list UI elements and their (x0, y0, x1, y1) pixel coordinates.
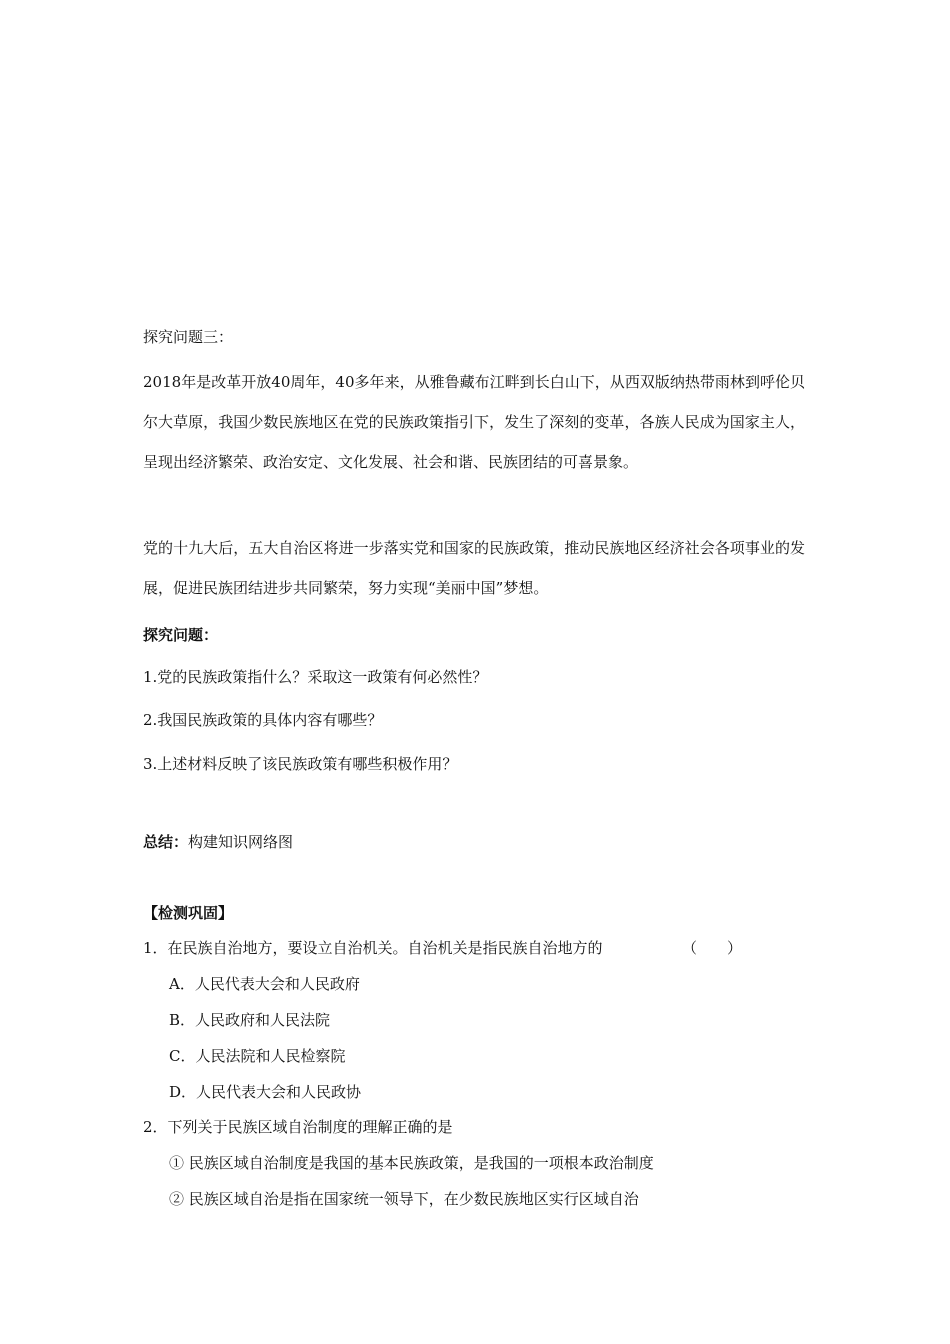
option-b: B．人民政府和人民法院 (169, 1011, 331, 1029)
questions-heading: 探究问题： (143, 626, 219, 644)
summary-text: 构建知识网络图 (188, 833, 294, 851)
question-1: 1.党的民族政策指什么？采取这一政策有何必然性？ (143, 668, 488, 686)
material-paragraph-1 (143, 362, 805, 482)
paragraph-text: 党的十九大后，五大自治区将进一步落实党和国家的民族政策，推动民族地区经济社会各项事业的发展，促进民族团结进步共同繁荣，努力实现“美丽中国”梦想。 (143, 539, 805, 597)
option-d: D．人民代表大会和人民政协 (169, 1083, 362, 1101)
answer-parentheses: （ ） (682, 939, 743, 957)
question-2-stem: 2．下列关于民族区域自治制度的理解正确的是 (143, 1118, 453, 1136)
option-a: A．人民代表大会和人民政府 (169, 975, 360, 993)
summary-line (143, 832, 293, 852)
question-3: 3.上述材料反映了该民族政策有哪些积极作用？ (143, 755, 458, 773)
question-2: 2.我国民族政策的具体内容有哪些？ (143, 711, 383, 729)
summary-label: 总结： (143, 833, 189, 851)
option-c: C．人民法院和人民检察院 (169, 1047, 346, 1065)
question-1-stem: 1．在民族自治地方，要设立自治机关。自治机关是指民族自治地方的 (143, 939, 603, 957)
material-paragraph-2 (143, 528, 805, 608)
statement-2: ② 民族区域自治是指在国家统一领导下，在少数民族地区实行区域自治 (169, 1190, 639, 1208)
section-heading: 探究问题三： (143, 328, 234, 346)
check-heading: 【检测巩固】 (143, 904, 234, 922)
statement-1: ① 民族区域自治制度是我国的基本民族政策，是我国的一项根本政治制度 (169, 1154, 654, 1172)
paragraph-text: 2018年是改革开放40周年，40多年来，从雅鲁藏布江畔到长白山下，从西双版纳热带雨林到呼伦贝尔大草原，我国少数民族地区在党的民族政策指引下，发生了深刻的变革，各族人民成为国家主人，呈现出经济繁荣、政治安定、文化发展、社会和谐、民族团结的可喜景象。 (143, 373, 805, 471)
